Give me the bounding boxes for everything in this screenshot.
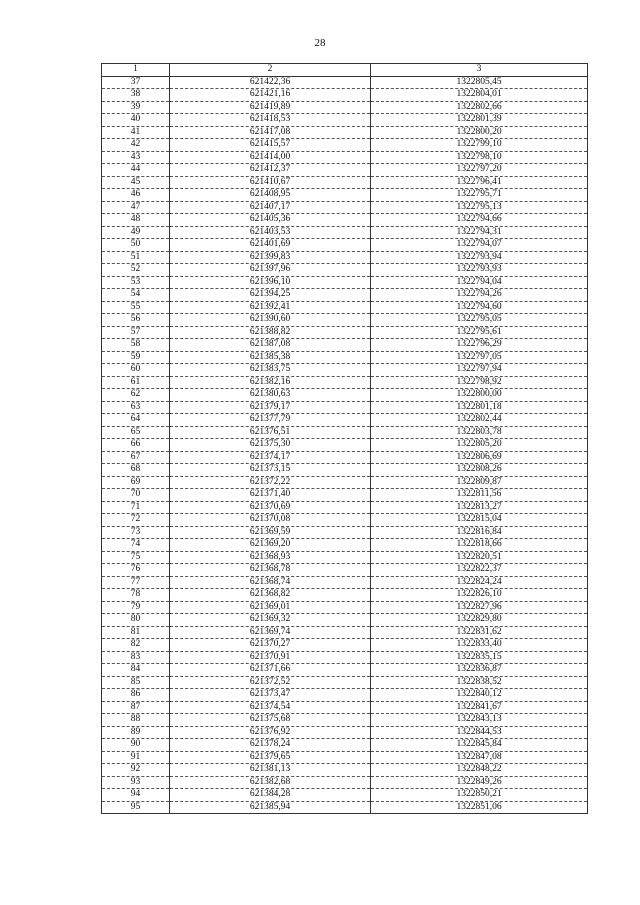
page-number: 28 [314,37,326,49]
table-row [102,651,588,664]
table-row [102,264,588,277]
point-number-cell: 41 [102,126,170,139]
x-coordinate-cell: 621370,91 [170,651,371,664]
table-row [102,614,588,627]
y-coordinate-cell: 1322824,24 [371,576,588,589]
y-coordinate-cell: 1322800,20 [371,126,588,139]
y-coordinate-cell: 1322808,26 [371,464,588,477]
x-coordinate-cell: 621422,36 [170,76,371,89]
point-number-cell: 38 [102,89,170,102]
table-row [102,551,588,564]
table-row [102,526,588,539]
table-row [102,639,588,652]
y-coordinate-cell: 1322799,10 [371,139,588,152]
x-coordinate-cell: 621419,89 [170,101,371,114]
y-coordinate-cell: 1322795,61 [371,326,588,339]
table-row [102,301,588,314]
table-row [102,564,588,577]
column-header-point: 1 [102,64,170,77]
x-coordinate-cell: 621369,74 [170,626,371,639]
point-number-cell: 93 [102,776,170,789]
table-row [102,339,588,352]
table-row [102,389,588,402]
x-coordinate-cell: 621374,54 [170,701,371,714]
point-number-cell: 62 [102,389,170,402]
y-coordinate-cell: 1322801,39 [371,114,588,127]
table-row [102,801,588,814]
y-coordinate-cell: 1322809,87 [371,476,588,489]
x-coordinate-cell: 621401,69 [170,239,371,252]
y-coordinate-cell: 1322845,84 [371,739,588,752]
x-coordinate-cell: 621379,17 [170,401,371,414]
y-coordinate-cell: 1322818,66 [371,539,588,552]
table-row [102,114,588,127]
table-row [102,776,588,789]
table-row [102,76,588,89]
point-number-cell: 77 [102,576,170,589]
y-coordinate-cell: 1322794,26 [371,289,588,302]
point-number-cell: 87 [102,701,170,714]
x-coordinate-cell: 621384,28 [170,789,371,802]
point-number-cell: 52 [102,264,170,277]
table-row [102,226,588,239]
point-number-cell: 56 [102,314,170,327]
table-row [102,664,588,677]
x-coordinate-cell: 621383,75 [170,364,371,377]
x-coordinate-cell: 621394,25 [170,289,371,302]
point-number-cell: 74 [102,539,170,552]
y-coordinate-cell: 1322827,96 [371,601,588,614]
x-coordinate-cell: 621372,22 [170,476,371,489]
table-row [102,514,588,527]
y-coordinate-cell: 1322829,80 [371,614,588,627]
y-coordinate-cell: 1322816,84 [371,526,588,539]
point-number-cell: 85 [102,676,170,689]
y-coordinate-cell: 1322833,40 [371,639,588,652]
point-number-cell: 46 [102,189,170,202]
table-row [102,464,588,477]
y-coordinate-cell: 1322831,62 [371,626,588,639]
table-row [102,626,588,639]
point-number-cell: 81 [102,626,170,639]
x-coordinate-cell: 621399,83 [170,251,371,264]
table-row [102,164,588,177]
y-coordinate-cell: 1322803,78 [371,426,588,439]
point-number-cell: 49 [102,226,170,239]
table-row [102,151,588,164]
x-coordinate-cell: 621381,13 [170,764,371,777]
y-coordinate-cell: 1322820,51 [371,551,588,564]
table-row [102,439,588,452]
y-coordinate-cell: 1322804,01 [371,89,588,102]
x-coordinate-cell: 621407,17 [170,201,371,214]
table-row [102,126,588,139]
table-row [102,789,588,802]
x-coordinate-cell: 621390,60 [170,314,371,327]
point-number-cell: 95 [102,801,170,814]
table-row [102,714,588,727]
point-number-cell: 59 [102,351,170,364]
x-coordinate-cell: 621392,41 [170,301,371,314]
x-coordinate-cell: 621377,79 [170,414,371,427]
x-coordinate-cell: 621370,69 [170,501,371,514]
x-coordinate-cell: 621418,53 [170,114,371,127]
x-coordinate-cell: 621370,27 [170,639,371,652]
table-row [102,326,588,339]
x-coordinate-cell: 621417,08 [170,126,371,139]
y-coordinate-cell: 1322840,12 [371,689,588,702]
x-coordinate-cell: 621375,68 [170,714,371,727]
point-number-cell: 71 [102,501,170,514]
point-number-cell: 63 [102,401,170,414]
table-row [102,201,588,214]
x-coordinate-cell: 621403,53 [170,226,371,239]
table-row [102,676,588,689]
x-coordinate-cell: 621369,59 [170,526,371,539]
point-number-cell: 68 [102,464,170,477]
point-number-cell: 86 [102,689,170,702]
y-coordinate-cell: 1322794,60 [371,301,588,314]
y-coordinate-cell: 1322835,15 [371,651,588,664]
x-coordinate-cell: 621408,95 [170,189,371,202]
y-coordinate-cell: 1322849,26 [371,776,588,789]
x-coordinate-cell: 621374,17 [170,451,371,464]
y-coordinate-cell: 1322805,45 [371,76,588,89]
table-row [102,489,588,502]
table-row [102,589,588,602]
point-number-cell: 82 [102,639,170,652]
x-coordinate-cell: 621372,52 [170,676,371,689]
y-coordinate-cell: 1322793,93 [371,264,588,277]
point-number-cell: 54 [102,289,170,302]
point-number-cell: 67 [102,451,170,464]
x-coordinate-cell: 621388,82 [170,326,371,339]
x-coordinate-cell: 621371,40 [170,489,371,502]
y-coordinate-cell: 1322815,04 [371,514,588,527]
table-row [102,214,588,227]
y-coordinate-cell: 1322802,44 [371,414,588,427]
point-number-cell: 69 [102,476,170,489]
point-number-cell: 66 [102,439,170,452]
point-number-cell: 44 [102,164,170,177]
point-number-cell: 50 [102,239,170,252]
y-coordinate-cell: 1322801,18 [371,401,588,414]
x-coordinate-cell: 621396,10 [170,276,371,289]
point-number-cell: 37 [102,76,170,89]
table-row [102,289,588,302]
point-number-cell: 75 [102,551,170,564]
table-row [102,139,588,152]
point-number-cell: 84 [102,664,170,677]
y-coordinate-cell: 1322811,56 [371,489,588,502]
y-coordinate-cell: 1322806,69 [371,451,588,464]
table-row [102,689,588,702]
point-number-cell: 90 [102,739,170,752]
table-row [102,701,588,714]
point-number-cell: 79 [102,601,170,614]
x-coordinate-cell: 621387,08 [170,339,371,352]
table-row [102,726,588,739]
point-number-cell: 42 [102,139,170,152]
x-coordinate-cell: 621371,66 [170,664,371,677]
point-number-cell: 53 [102,276,170,289]
point-number-cell: 76 [102,564,170,577]
table-row [102,414,588,427]
table-row [102,251,588,264]
point-number-cell: 39 [102,101,170,114]
coordinates-table [101,63,588,814]
table-row [102,176,588,189]
x-coordinate-cell: 621369,01 [170,601,371,614]
y-coordinate-cell: 1322794,66 [371,214,588,227]
table-row [102,601,588,614]
point-number-cell: 48 [102,214,170,227]
x-coordinate-cell: 621373,47 [170,689,371,702]
y-coordinate-cell: 1322798,10 [371,151,588,164]
y-coordinate-cell: 1322844,53 [371,726,588,739]
y-coordinate-cell: 1322797,94 [371,364,588,377]
point-number-cell: 89 [102,726,170,739]
y-coordinate-cell: 1322850,21 [371,789,588,802]
point-number-cell: 40 [102,114,170,127]
x-coordinate-cell: 621380,63 [170,389,371,402]
y-coordinate-cell: 1322805,20 [371,439,588,452]
point-number-cell: 57 [102,326,170,339]
y-coordinate-cell: 1322796,29 [371,339,588,352]
y-coordinate-cell: 1322798,92 [371,376,588,389]
x-coordinate-cell: 621379,65 [170,751,371,764]
table-row [102,401,588,414]
point-number-cell: 72 [102,514,170,527]
x-coordinate-cell: 621385,38 [170,351,371,364]
x-coordinate-cell: 621373,15 [170,464,371,477]
point-number-cell: 78 [102,589,170,602]
y-coordinate-cell: 1322794,04 [371,276,588,289]
table-header-row [102,64,588,77]
point-number-cell: 51 [102,251,170,264]
table-row [102,189,588,202]
x-coordinate-cell: 621369,20 [170,539,371,552]
x-coordinate-cell: 621378,24 [170,739,371,752]
point-number-cell: 55 [102,301,170,314]
y-coordinate-cell: 1322794,31 [371,226,588,239]
point-number-cell: 94 [102,789,170,802]
point-number-cell: 73 [102,526,170,539]
x-coordinate-cell: 621412,37 [170,164,371,177]
x-coordinate-cell: 621376,92 [170,726,371,739]
y-coordinate-cell: 1322794,07 [371,239,588,252]
x-coordinate-cell: 621368,82 [170,589,371,602]
table-row [102,101,588,114]
y-coordinate-cell: 1322851,06 [371,801,588,814]
x-coordinate-cell: 621376,51 [170,426,371,439]
y-coordinate-cell: 1322847,08 [371,751,588,764]
y-coordinate-cell: 1322795,05 [371,314,588,327]
y-coordinate-cell: 1322838,52 [371,676,588,689]
column-header-y: 3 [371,64,588,77]
x-coordinate-cell: 621369,32 [170,614,371,627]
x-coordinate-cell: 621382,68 [170,776,371,789]
table-row [102,576,588,589]
y-coordinate-cell: 1322802,66 [371,101,588,114]
y-coordinate-cell: 1322800,00 [371,389,588,402]
column-header-x: 2 [170,64,371,77]
table-row [102,239,588,252]
table-row [102,276,588,289]
table-row [102,539,588,552]
y-coordinate-cell: 1322796,41 [371,176,588,189]
table-row [102,314,588,327]
point-number-cell: 43 [102,151,170,164]
y-coordinate-cell: 1322836,87 [371,664,588,677]
point-number-cell: 45 [102,176,170,189]
y-coordinate-cell: 1322843,13 [371,714,588,727]
point-number-cell: 70 [102,489,170,502]
table-row [102,476,588,489]
point-number-cell: 88 [102,714,170,727]
point-number-cell: 83 [102,651,170,664]
y-coordinate-cell: 1322795,71 [371,189,588,202]
x-coordinate-cell: 621368,93 [170,551,371,564]
table-row [102,89,588,102]
table-row [102,501,588,514]
x-coordinate-cell: 621414,00 [170,151,371,164]
x-coordinate-cell: 621410,67 [170,176,371,189]
table-row [102,739,588,752]
y-coordinate-cell: 1322841,67 [371,701,588,714]
point-number-cell: 47 [102,201,170,214]
point-number-cell: 65 [102,426,170,439]
x-coordinate-cell: 621397,96 [170,264,371,277]
x-coordinate-cell: 621385,94 [170,801,371,814]
point-number-cell: 58 [102,339,170,352]
x-coordinate-cell: 621370,08 [170,514,371,527]
y-coordinate-cell: 1322797,20 [371,164,588,177]
table-row [102,376,588,389]
y-coordinate-cell: 1322797,05 [371,351,588,364]
x-coordinate-cell: 621368,74 [170,576,371,589]
x-coordinate-cell: 621382,16 [170,376,371,389]
y-coordinate-cell: 1322795,13 [371,201,588,214]
table-row [102,751,588,764]
point-number-cell: 91 [102,751,170,764]
table-row [102,364,588,377]
table-row [102,451,588,464]
point-number-cell: 64 [102,414,170,427]
y-coordinate-cell: 1322793,94 [371,251,588,264]
x-coordinate-cell: 621405,36 [170,214,371,227]
table-row [102,351,588,364]
x-coordinate-cell: 621375,30 [170,439,371,452]
y-coordinate-cell: 1322848,22 [371,764,588,777]
table-row [102,764,588,777]
point-number-cell: 92 [102,764,170,777]
point-number-cell: 80 [102,614,170,627]
table-row [102,426,588,439]
y-coordinate-cell: 1322813,27 [371,501,588,514]
x-coordinate-cell: 621368,78 [170,564,371,577]
y-coordinate-cell: 1322822,37 [371,564,588,577]
point-number-cell: 60 [102,364,170,377]
x-coordinate-cell: 621421,16 [170,89,371,102]
point-number-cell: 61 [102,376,170,389]
y-coordinate-cell: 1322826,10 [371,589,588,602]
x-coordinate-cell: 621415,57 [170,139,371,152]
